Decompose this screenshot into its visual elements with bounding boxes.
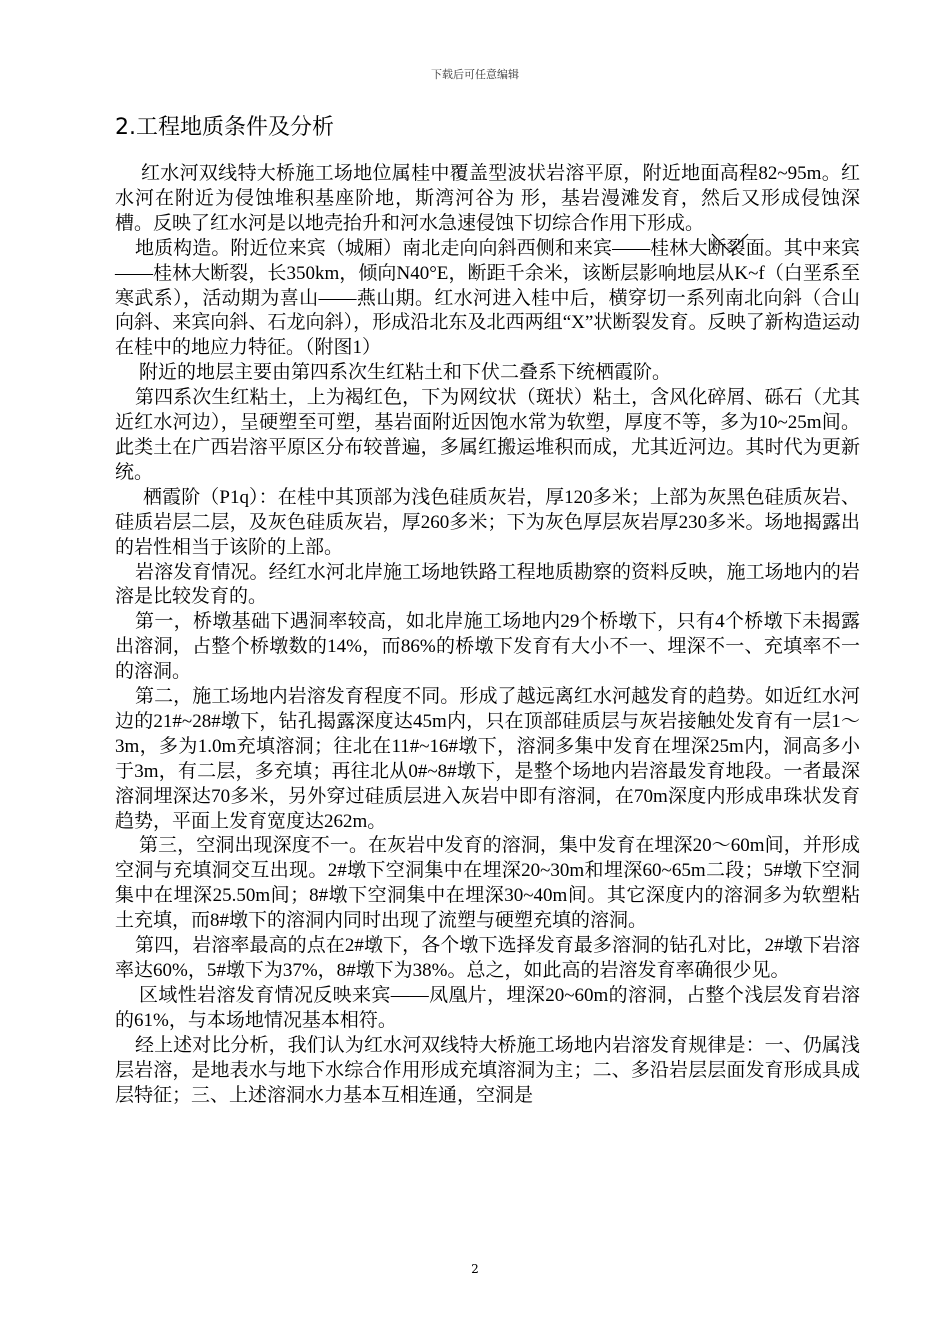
section-title: 2.工程地质条件及分析 [115,115,334,140]
paragraph-strata: 附近的地层主要由第四系次生红粘土和下伏二叠系下统栖霞阶。 [139,362,672,384]
page-header: 下载后可任意编辑 [431,68,519,81]
paragraph-conclusion: 经上述对比分析，我们认为红水河双线特大桥施工场地内岩溶发育规律是：一、仍属浅层岩溶，是地表水与地下水综合作用形成充填溶洞为主；二、多沿岩层层面发育形成具成层特征；三、上述溶洞水力基本互相连通，空洞是 [115,1034,860,1106]
paragraph-qixia-stage: 栖霞阶（P1q）：在桂中其顶部为浅色硅质灰岩，厚120多米；上部为灰黑色硅质灰岩、硅质岩层二层，及灰色硅质灰岩，厚260多米；下为灰色厚层灰岩厚230多米。场地揭露出的岩性相当于该阶的上部。 [115,486,860,558]
paragraph-point-two: 第二，施工场地内岩溶发育程度不同。形成了越远离红水河越发育的趋势。如近红水河边的21#~28#墩下，钻孔揭露深度达45m内，只在顶部硅质层与灰岩接触处发育有一层1～3m，多为1.0m充填溶洞；往北在11#~16#墩下，溶洞多集中发育在埋深25m内，洞高多小于3m，有二层，多充填；再往北从0#~8#墩下，是整个场地内岩溶最发育地段。一者最深溶洞埋深达70多米，另外穿过硅质层进入灰岩中即有溶洞，在70m深度内形成串珠状发育趋势，平面上发育宽度达262m。 [115,686,860,832]
paragraph-point-four: 第四，岩溶率最高的点在2#墩下，各个墩下选择发育最多溶洞的钻孔对比，2#墩下岩溶率达60%，5#墩下为37%，8#墩下为38%。总之，如此高的岩溶发育率确很少见。 [115,935,860,981]
paragraph-point-one: 第一，桥墩基础下遇洞率较高，如北岸施工场地内29个桥墩下，只有4个桥墩下未揭露出溶洞，占整个桥墩数的14%，而86%的桥墩下发育有大小不一、埋深不一、充填率不一的溶洞。 [115,611,860,683]
paragraph-quaternary-clay: 第四系次生红粘土，上为褐红色，下为网纹状（斑状）粘土，含风化碎屑、砾石（尤其近红水河边），呈硬塑至可塑，基岩面附近因饱水常为软塑，厚度不等，多为10~25m间。此类土在广西岩溶平原区分布较普遍，多属红搬运堆积而成，尤其近河边。其时代为更新统。 [115,387,860,483]
paragraph-regional: 区域性岩溶发育情况反映来宾——凤凰片，埋深20~60m的溶洞，占整个浅层发育岩溶的61%，与本场地情况基本相符。 [115,984,860,1031]
page-number: 2 [471,1262,479,1276]
paragraph-landform: 红水河双线特大桥施工场地位属桂中覆盖型波状岩溶平原，附近地面高程82~95m。红水河在附近为侵蚀堆积基座阶地，斯湾河谷为 形，基岩漫滩发育，然后又形成侵蚀深槽。反映了红水河是以地壳抬升和河水急速侵蚀下切综合作用下形成。 [115,163,860,234]
v-shape-icon [710,232,750,254]
paragraph-karst-overview: 岩溶发育情况。经红水河北岸施工场地铁路工程地质勘察的资料反映，施工场地内的岩溶是比较发育的。 [115,561,860,608]
paragraph-point-three: 第三，空洞出现深度不一。在灰岩中发育的溶洞，集中发育在埋深20～60m间，并形成空洞与充填洞交互出现。2#墩下空洞集中在埋深20~30m和埋深60~65m二段；5#墩下空洞集中在埋深25.50m间；8#墩下空洞集中在埋深30~40m间。其它深度内的溶洞多为软塑粘土充填，而8#墩下的溶洞内同时出现了流塑与硬塑充填的溶洞。 [115,835,860,932]
document-body [115,162,860,1108]
paragraph-geologic-structure: 地质构造。附近位来宾（城厢）南北走向向斜西侧和来宾——桂林大断裂面。其中来宾——桂林大断裂，长350km，倾向N40°E，断距千余米，该断层影响地层从K~f（白垩系至寒武系），活动期为喜山——燕山期。红水河进入桂中后，横穿切一系列南北向斜（合山向斜、来宾向斜、石龙向斜），形成沿北东及北西两组“X”状断裂发育。反映了新构造运动在桂中的地应力特征。（附图1） [115,237,860,359]
